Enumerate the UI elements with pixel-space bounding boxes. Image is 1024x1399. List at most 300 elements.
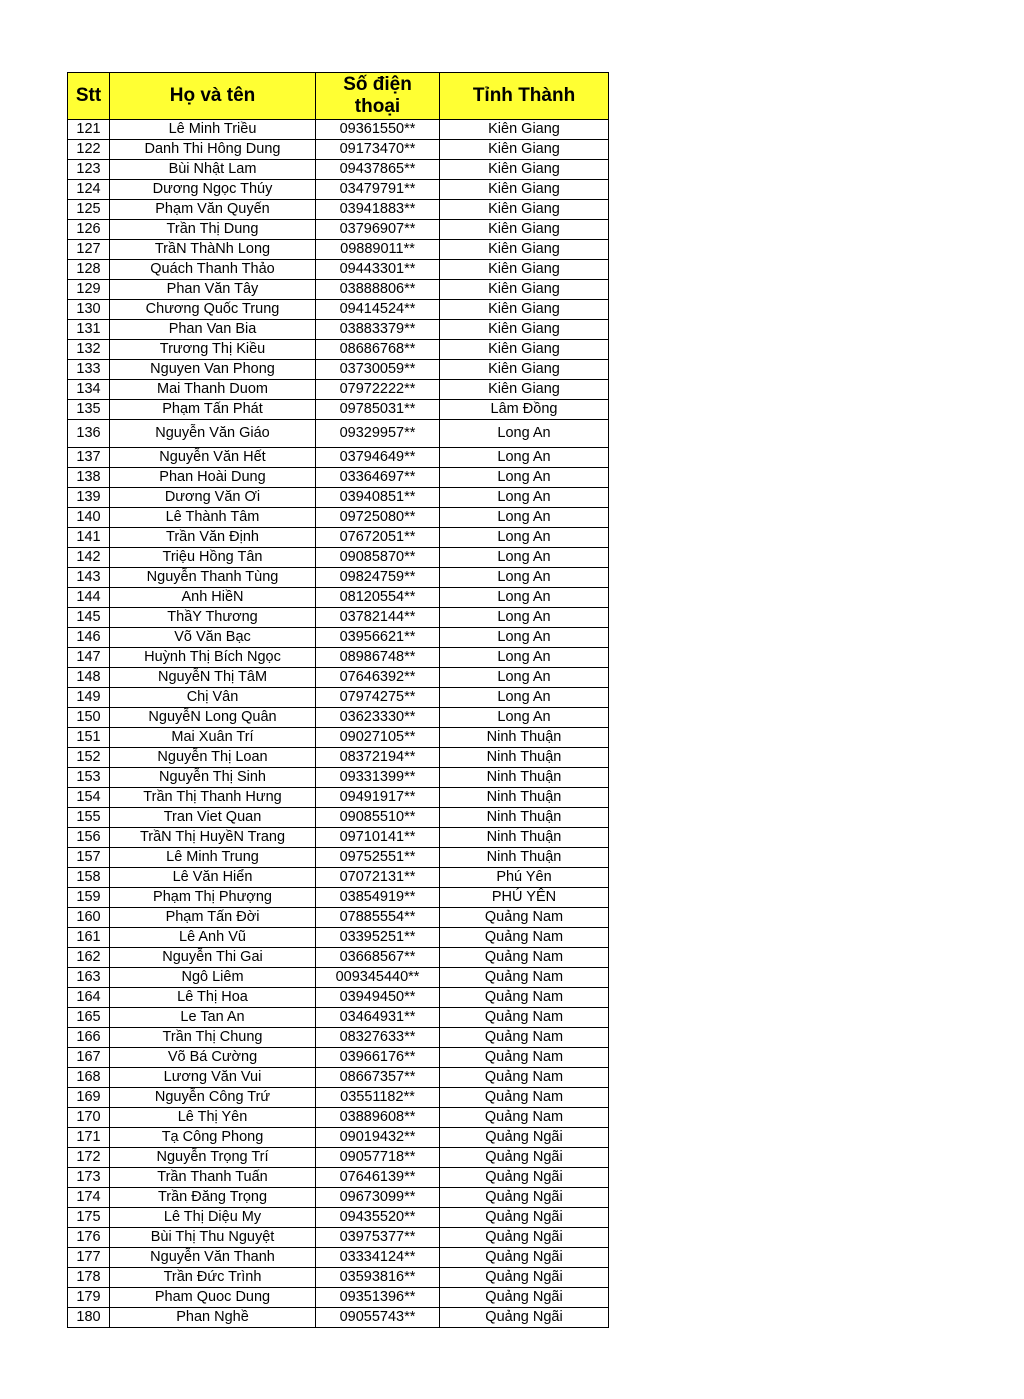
table-row [68,300,609,320]
cell-phone: 03940851** [316,488,440,508]
cell-name: Trần Thị Dung [110,220,316,240]
table-row [68,1288,609,1308]
cell-stt: 161 [68,928,110,948]
cell-stt: 168 [68,1068,110,1088]
cell-name: Danh Thi Hông Dung [110,140,316,160]
cell-province: Long An [440,448,609,468]
cell-province: Phú Yên [440,868,609,888]
cell-province: Quảng Ngãi [440,1148,609,1168]
table-row [68,380,609,400]
table-row [68,1208,609,1228]
table-row [68,420,609,448]
cell-name: Võ Văn Bạc [110,628,316,648]
cell-phone: 03334124** [316,1248,440,1268]
cell-province: Long An [440,548,609,568]
cell-phone: 09351396** [316,1288,440,1308]
cell-name: Trần Thị Thanh Hưng [110,788,316,808]
cell-stt: 128 [68,260,110,280]
cell-phone: 08667357** [316,1068,440,1088]
cell-province: Kiên Giang [440,200,609,220]
cell-phone: 09361550** [316,120,440,140]
cell-province: Long An [440,420,609,448]
cell-stt: 146 [68,628,110,648]
table-row [68,1248,609,1268]
cell-name: Dương Ngọc Thúy [110,180,316,200]
cell-phone: 09491917** [316,788,440,808]
cell-name: Tạ Công Phong [110,1128,316,1148]
cell-province: Long An [440,528,609,548]
cell-province: Ninh Thuận [440,768,609,788]
cell-name: Lê Thị Yên [110,1108,316,1128]
cell-province: Kiên Giang [440,280,609,300]
cell-province: Ninh Thuận [440,808,609,828]
cell-province: Ninh Thuận [440,788,609,808]
cell-phone: 03479791** [316,180,440,200]
cell-name: Mai Thanh Duom [110,380,316,400]
cell-name: Lê Anh Vũ [110,928,316,948]
cell-stt: 142 [68,548,110,568]
cell-province: Quảng Nam [440,1048,609,1068]
cell-name: Trần Đăng Trọng [110,1188,316,1208]
cell-name: Triệu Hồng Tân [110,548,316,568]
cell-stt: 150 [68,708,110,728]
table-row [68,200,609,220]
cell-province: Quảng Ngãi [440,1248,609,1268]
table-row [68,808,609,828]
cell-phone: 09435520** [316,1208,440,1228]
cell-province: Long An [440,708,609,728]
cell-name: Nguyễn Văn Thanh [110,1248,316,1268]
cell-province: Long An [440,488,609,508]
table-row [68,568,609,588]
table-row [68,508,609,528]
cell-name: Quách Thanh Thảo [110,260,316,280]
cell-stt: 122 [68,140,110,160]
cell-province: Ninh Thuận [440,748,609,768]
cell-phone: 09329957** [316,420,440,448]
cell-name: Phan Văn Tây [110,280,316,300]
cell-phone: 09710141** [316,828,440,848]
cell-phone: 09085870** [316,548,440,568]
table-row [68,748,609,768]
table-body [68,120,609,1328]
cell-province: Quảng Ngãi [440,1128,609,1148]
header-phone-line1: Số điện [343,74,412,95]
cell-name: Chương Quốc Trung [110,300,316,320]
table-row [68,908,609,928]
cell-province: Quảng Ngãi [440,1268,609,1288]
cell-phone: 09085510** [316,808,440,828]
cell-phone: 03623330** [316,708,440,728]
cell-phone: 03888806** [316,280,440,300]
cell-phone: 09889011** [316,240,440,260]
cell-name: Lê Thành Tâm [110,508,316,528]
table-row [68,928,609,948]
cell-province: PHÚ YÊN [440,888,609,908]
cell-name: Nguyen Van Phong [110,360,316,380]
cell-name: Trương Thị Kiều [110,340,316,360]
cell-province: Kiên Giang [440,380,609,400]
cell-province: Quảng Nam [440,988,609,1008]
cell-phone: 03782144** [316,608,440,628]
table-row [68,1308,609,1328]
cell-name: Dương Văn Ơi [110,488,316,508]
cell-phone: 09824759** [316,568,440,588]
cell-phone: 03668567** [316,948,440,968]
cell-stt: 136 [68,420,110,448]
header-phone-line2: thoại [354,96,401,117]
cell-province: Quảng Nam [440,1028,609,1048]
cell-phone: 03593816** [316,1268,440,1288]
cell-province: Kiên Giang [440,180,609,200]
cell-stt: 135 [68,400,110,420]
cell-province: Quảng Nam [440,928,609,948]
cell-phone: 09173470** [316,140,440,160]
cell-phone: 08986748** [316,648,440,668]
cell-province: Long An [440,508,609,528]
cell-name: Lê Thị Hoa [110,988,316,1008]
cell-stt: 140 [68,508,110,528]
cell-stt: 166 [68,1028,110,1048]
cell-phone: 03794649** [316,448,440,468]
header-row [68,73,609,120]
table-row [68,280,609,300]
header-stt: Stt [68,73,110,120]
cell-phone: 07974275** [316,688,440,708]
table-row [68,1148,609,1168]
table-row [68,1108,609,1128]
cell-stt: 147 [68,648,110,668]
cell-province: Long An [440,568,609,588]
cell-province: Ninh Thuận [440,828,609,848]
cell-stt: 143 [68,568,110,588]
cell-phone: 09785031** [316,400,440,420]
cell-province: Quảng Ngãi [440,1208,609,1228]
cell-province: Kiên Giang [440,220,609,240]
cell-name: Nguyễn Văn Hết [110,448,316,468]
cell-name: Pham Quoc Dung [110,1288,316,1308]
table-row [68,1028,609,1048]
table-row [68,220,609,240]
cell-stt: 174 [68,1188,110,1208]
cell-province: Long An [440,588,609,608]
cell-name: Võ Bá Cường [110,1048,316,1068]
cell-name: Anh HiềN [110,588,316,608]
cell-stt: 137 [68,448,110,468]
cell-stt: 170 [68,1108,110,1128]
cell-province: Kiên Giang [440,140,609,160]
cell-phone: 03966176** [316,1048,440,1068]
cell-phone: 09331399** [316,768,440,788]
cell-phone: 09414524** [316,300,440,320]
table-row [68,140,609,160]
cell-stt: 149 [68,688,110,708]
cell-phone: 03889608** [316,1108,440,1128]
cell-stt: 138 [68,468,110,488]
cell-province: Quảng Nam [440,908,609,928]
cell-stt: 159 [68,888,110,908]
cell-stt: 177 [68,1248,110,1268]
cell-phone: 07072131** [316,868,440,888]
cell-stt: 126 [68,220,110,240]
cell-name: Ngô Liêm [110,968,316,988]
table-row [68,360,609,380]
cell-stt: 145 [68,608,110,628]
cell-name: Bùi Nhật Lam [110,160,316,180]
table-row [68,768,609,788]
cell-name: TrầN Thị HuyềN Trang [110,828,316,848]
table-row [68,468,609,488]
cell-province: Kiên Giang [440,240,609,260]
table-row [68,1188,609,1208]
cell-name: Le Tan An [110,1008,316,1028]
cell-stt: 176 [68,1228,110,1248]
cell-stt: 141 [68,528,110,548]
cell-stt: 154 [68,788,110,808]
table-row [68,1128,609,1148]
cell-province: Kiên Giang [440,360,609,380]
cell-name: Nguyễn Thị Sinh [110,768,316,788]
cell-phone: 03395251** [316,928,440,948]
cell-stt: 134 [68,380,110,400]
cell-stt: 133 [68,360,110,380]
table-row [68,828,609,848]
cell-province: Long An [440,668,609,688]
cell-province: Quảng Ngãi [440,1168,609,1188]
cell-province: Long An [440,468,609,488]
cell-stt: 160 [68,908,110,928]
cell-province: Kiên Giang [440,340,609,360]
table-row [68,788,609,808]
table-row [68,968,609,988]
cell-province: Kiên Giang [440,320,609,340]
cell-province: Kiên Giang [440,160,609,180]
cell-name: Lê Minh Trung [110,848,316,868]
cell-phone: 03941883** [316,200,440,220]
table-row [68,668,609,688]
table-row [68,888,609,908]
table-row [68,1168,609,1188]
cell-stt: 144 [68,588,110,608]
cell-name: Lê Văn Hiển [110,868,316,888]
cell-stt: 169 [68,1088,110,1108]
cell-stt: 121 [68,120,110,140]
cell-province: Ninh Thuận [440,728,609,748]
table-row [68,260,609,280]
cell-stt: 132 [68,340,110,360]
cell-province: Quảng Nam [440,1088,609,1108]
cell-phone: 07646139** [316,1168,440,1188]
cell-phone: 03730059** [316,360,440,380]
cell-province: Long An [440,608,609,628]
cell-province: Quảng Ngãi [440,1228,609,1248]
cell-stt: 156 [68,828,110,848]
cell-phone: 08372194** [316,748,440,768]
cell-stt: 179 [68,1288,110,1308]
cell-province: Long An [440,688,609,708]
table-row [68,1088,609,1108]
cell-name: Nguyễn Thanh Tùng [110,568,316,588]
cell-name: Phạm Thị Phượng [110,888,316,908]
cell-stt: 164 [68,988,110,1008]
cell-province: Quảng Nam [440,1108,609,1128]
cell-province: Kiên Giang [440,120,609,140]
cell-name: TrầN ThàNh Long [110,240,316,260]
cell-phone: 03464931** [316,1008,440,1028]
table-row [68,708,609,728]
table-row [68,1268,609,1288]
cell-province: Quảng Ngãi [440,1188,609,1208]
header-phone [316,73,440,120]
cell-province: Long An [440,628,609,648]
cell-name: Lương Văn Vui [110,1068,316,1088]
cell-phone: 09673099** [316,1188,440,1208]
cell-stt: 148 [68,668,110,688]
cell-phone: 03975377** [316,1228,440,1248]
cell-phone: 09443301** [316,260,440,280]
cell-stt: 153 [68,768,110,788]
cell-name: NguyễN Long Quân [110,708,316,728]
table-row [68,1008,609,1028]
cell-name: Phan Van Bia [110,320,316,340]
table-row [68,728,609,748]
cell-phone: 03551182** [316,1088,440,1108]
cell-phone: 07972222** [316,380,440,400]
table-row [68,488,609,508]
cell-name: Trần Văn Định [110,528,316,548]
table-row [68,948,609,968]
table-row [68,588,609,608]
cell-province: Quảng Ngãi [440,1308,609,1328]
cell-phone: 03956621** [316,628,440,648]
cell-name: Nguyễn Văn Giáo [110,420,316,448]
cell-name: Nguyễn Thi Gai [110,948,316,968]
cell-name: Phạm Văn Quyến [110,200,316,220]
cell-stt: 127 [68,240,110,260]
table-row [68,340,609,360]
cell-name: Tran Viet Quan [110,808,316,828]
cell-phone: 009345440** [316,968,440,988]
cell-stt: 180 [68,1308,110,1328]
cell-phone: 08120554** [316,588,440,608]
cell-stt: 163 [68,968,110,988]
cell-stt: 131 [68,320,110,340]
cell-stt: 139 [68,488,110,508]
cell-name: Nguyễn Thị Loan [110,748,316,768]
cell-name: Nguyễn Công Trứ [110,1088,316,1108]
cell-province: Quảng Nam [440,948,609,968]
table-row [68,320,609,340]
cell-stt: 123 [68,160,110,180]
cell-stt: 124 [68,180,110,200]
table-row [68,988,609,1008]
cell-province: Quảng Ngãi [440,1288,609,1308]
cell-phone: 09752551** [316,848,440,868]
cell-name: Phạm Tấn Đời [110,908,316,928]
header-province: Tỉnh Thành [440,73,609,120]
cell-stt: 162 [68,948,110,968]
cell-stt: 125 [68,200,110,220]
cell-stt: 157 [68,848,110,868]
cell-stt: 152 [68,748,110,768]
cell-name: Phan Nghề [110,1308,316,1328]
table-row [68,1068,609,1088]
cell-stt: 129 [68,280,110,300]
table-row [68,1048,609,1068]
cell-stt: 151 [68,728,110,748]
cell-province: Quảng Nam [440,1008,609,1028]
table-row [68,180,609,200]
cell-name: Mai Xuân Trí [110,728,316,748]
cell-name: Phạm Tấn Phát [110,400,316,420]
cell-phone: 03949450** [316,988,440,1008]
cell-phone: 03364697** [316,468,440,488]
cell-stt: 172 [68,1148,110,1168]
table-row [68,608,609,628]
cell-stt: 158 [68,868,110,888]
cell-phone: 09725080** [316,508,440,528]
cell-province: Quảng Nam [440,1068,609,1088]
table-row [68,1228,609,1248]
cell-name: Trần Thị Chung [110,1028,316,1048]
table-row [68,400,609,420]
table-row [68,120,609,140]
table-row [68,240,609,260]
table-row [68,628,609,648]
cell-stt: 167 [68,1048,110,1068]
cell-phone: 08686768** [316,340,440,360]
table-row [68,160,609,180]
table-row [68,848,609,868]
cell-phone: 03883379** [316,320,440,340]
cell-phone: 07646392** [316,668,440,688]
header-name: Họ và tên [110,73,316,120]
cell-name: Bùi Thị Thu Nguyệt [110,1228,316,1248]
cell-stt: 178 [68,1268,110,1288]
cell-phone: 09019432** [316,1128,440,1148]
table-row [68,448,609,468]
cell-province: Long An [440,648,609,668]
table-row [68,868,609,888]
cell-phone: 03854919** [316,888,440,908]
cell-province: Quảng Nam [440,968,609,988]
cell-name: Huỳnh Thị Bích Ngọc [110,648,316,668]
cell-stt: 175 [68,1208,110,1228]
cell-stt: 130 [68,300,110,320]
cell-phone: 09437865** [316,160,440,180]
cell-name: Phan Hoài Dung [110,468,316,488]
cell-stt: 171 [68,1128,110,1148]
table-row [68,648,609,668]
cell-phone: 08327633** [316,1028,440,1048]
cell-phone: 07885554** [316,908,440,928]
cell-stt: 173 [68,1168,110,1188]
cell-province: Kiên Giang [440,300,609,320]
table-row [68,548,609,568]
cell-phone: 09027105** [316,728,440,748]
cell-name: ThầY Thương [110,608,316,628]
cell-stt: 165 [68,1008,110,1028]
cell-phone: 09057718** [316,1148,440,1168]
cell-name: Chị Vân [110,688,316,708]
cell-name: Trần Thanh Tuấn [110,1168,316,1188]
cell-province: Ninh Thuận [440,848,609,868]
cell-province: Lâm Đồng [440,400,609,420]
table-row [68,688,609,708]
table-row [68,528,609,548]
cell-name: Lê Minh Triều [110,120,316,140]
cell-phone: 09055743** [316,1308,440,1328]
